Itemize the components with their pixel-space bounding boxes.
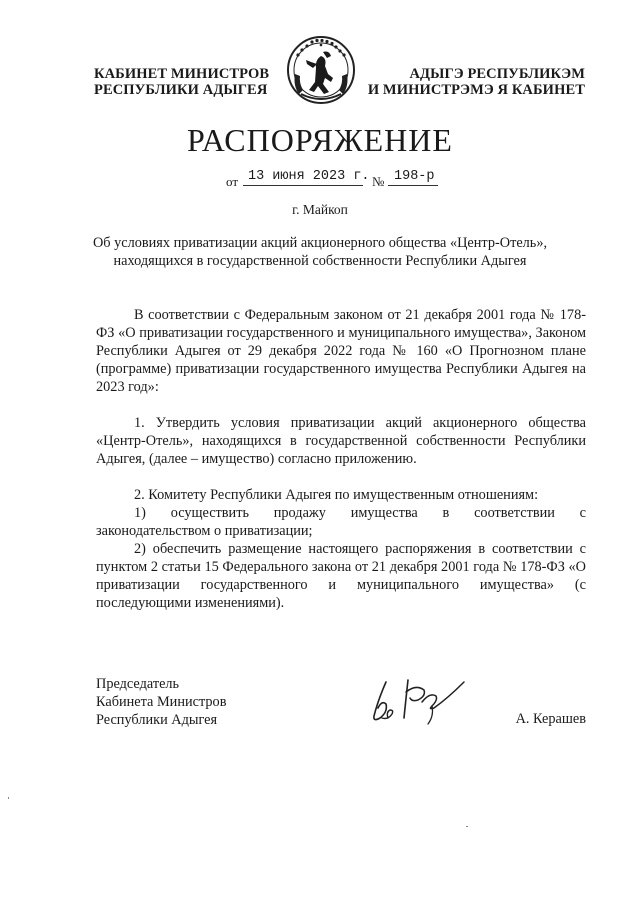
date-number-row [226,164,446,190]
date-value: 13 июня 2023 г. [248,169,370,184]
signatory-position: Председатель Кабинета Министров Республики Адыгея [96,676,227,728]
issuer-name-adyghe: АДЫГЭ РЕСПУБЛИКЭМ И МИНИСТРЭМЭ Я КАБИНЕТ [367,66,585,98]
item-1-paragraph: 1. Утвердить условия приватизации акций акционерного общества «Центр-Отель», находящихся в государственной собственности Республики Адыгея, (далее – имущество) согласно приложению. [96,415,586,467]
date-prefix: от [226,174,239,189]
number-prefix: № [372,174,385,189]
handwritten-signature-icon [368,670,468,730]
item-2-2-paragraph: 2) обеспечить размещение настоящего распоряжения в соответствии с пунктом 2 статьи 15 Федерального закона от 21 декабря 2001 года № 178-ФЗ «О приватизации государственного и муниципального имущества» (с последующими изменениями). [96,541,586,611]
issuer-name-russian: КАБИНЕТ МИНИСТРОВ РЕСПУБЛИКИ АДЫГЕЯ [94,66,270,98]
document-subject: Об условиях приватизации акций акционерного общества «Центр-Отель», находящихся в государственной собственности Республики Адыгея [92,235,548,269]
signatory-name: А. Керашев [515,711,586,727]
scan-speck [8,797,9,799]
document-body [96,306,586,612]
item-2-1-line-1: 1) осуществить продажу имущества в соответствии с [134,505,586,521]
adygea-coat-of-arms-icon [285,34,357,106]
city: г. Майкоп [292,202,348,217]
date-underline [243,185,363,186]
document-title: РАСПОРЯЖЕНИЕ [187,122,453,158]
item-2-paragraph: 2. Комитету Республики Адыгея по имущественным отношениям: [134,487,539,503]
number-value: 198-р [394,169,435,184]
number-underline [388,185,438,186]
scan-speck [466,826,468,827]
preamble-paragraph: В соответствии с Федеральным законом от 21 декабря 2001 года № 178-ФЗ «О приватизации государственного и муниципального имущества», Законом Республики Адыгея от 29 декабря 2022 года № 160 «О Прогнозном плане (программе) приватизации государственного имущества Республики Адыгея на 2023 год»: [96,307,586,395]
item-2-1-line-2: законодательством о приватизации; [96,523,313,539]
